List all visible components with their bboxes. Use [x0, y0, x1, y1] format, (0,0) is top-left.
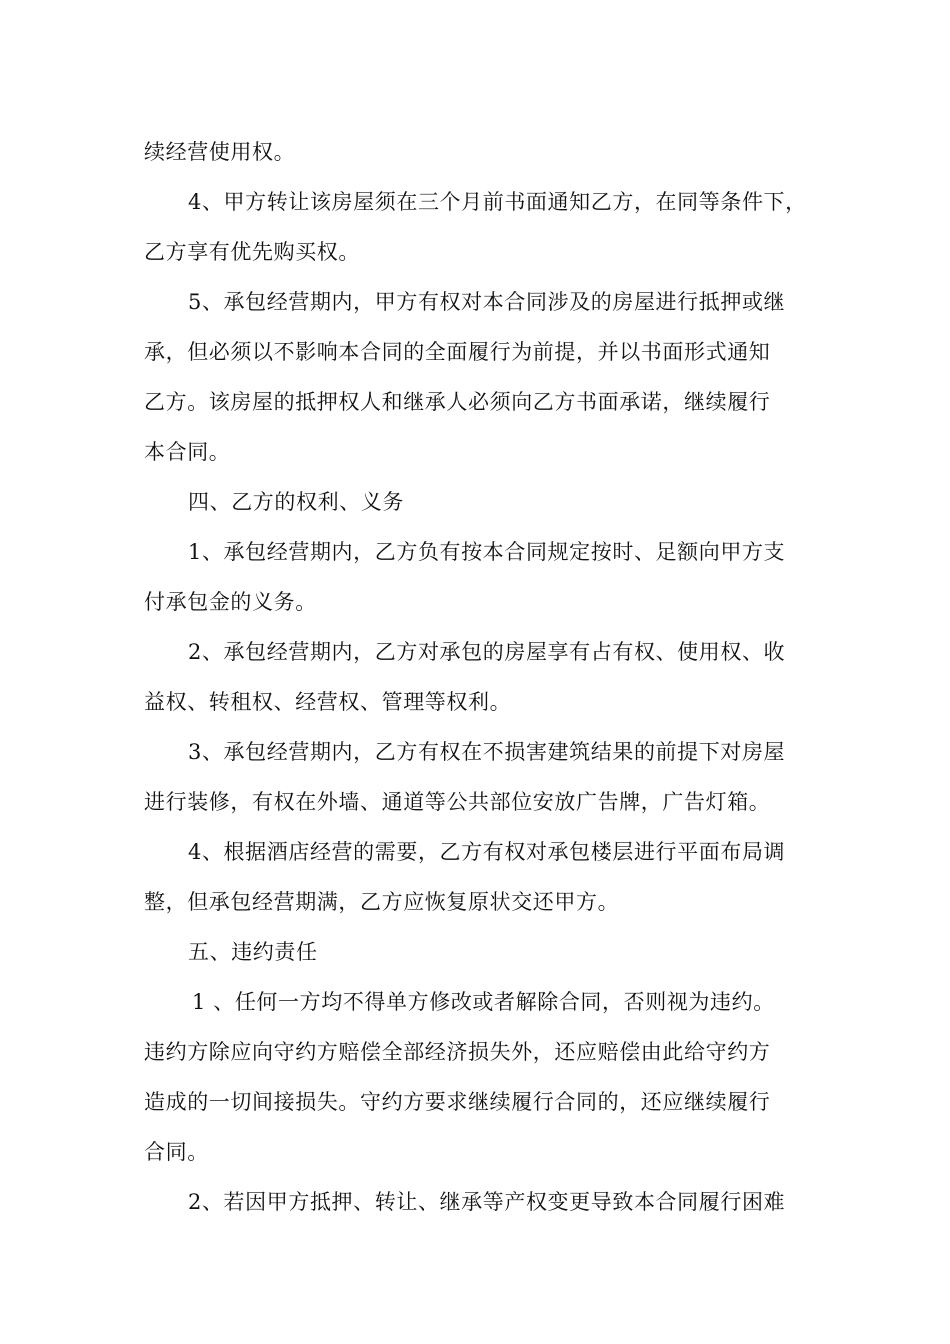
text-line: 整，但承包经营期满，乙方应恢复原状交还甲方。 — [144, 890, 620, 914]
text-line: 1 、任何一方均不得单方修改或者解除合同，否则视为违约。 — [192, 990, 775, 1014]
section-heading: 四、乙方的权利、义务 — [188, 490, 404, 514]
text-line: 4、甲方转让该房屋须在三个月前书面通知乙方，在同等条件下， — [188, 190, 807, 214]
text-line: 5、承包经营期内，甲方有权对本合同涉及的房屋进行抵押或继 — [188, 290, 786, 314]
text-line: 乙方享有优先购买权。 — [144, 240, 360, 264]
text-line: 1、承包经营期内，乙方负有按本合同规定按时、足额向甲方支 — [188, 540, 786, 564]
text-line: 造成的一切间接损失。守约方要求继续履行合同的，还应继续履行 — [144, 1090, 771, 1114]
text-line: 2、承包经营期内，乙方对承包的房屋享有占有权、使用权、收 — [188, 640, 786, 664]
section-heading: 五、违约责任 — [188, 940, 318, 964]
text-line: 续经营使用权。 — [144, 140, 296, 164]
text-line: 本合同。 — [144, 440, 231, 464]
text-line: 违约方除应向守约方赔偿全部经济损失外，还应赔偿由此给守约方 — [144, 1040, 771, 1064]
text-line: 2、若因甲方抵押、转让、继承等产权变更导致本合同履行困难 — [188, 1190, 786, 1214]
text-line: 益权、转租权、经营权、管理等权利。 — [144, 690, 512, 714]
text-line: 进行装修，有权在外墙、通道等公共部位安放广告牌，广告灯箱。 — [144, 790, 771, 814]
text-line: 乙方。该房屋的抵押权人和继承人必须向乙方书面承诺，继续履行 — [144, 390, 771, 414]
text-line: 付承包金的义务。 — [144, 590, 317, 614]
text-line: 合同。 — [144, 1140, 209, 1164]
text-line: 承，但必须以不影响本合同的全面履行为前提，并以书面形式通知 — [144, 340, 771, 364]
text-line: 4、根据酒店经营的需要，乙方有权对承包楼层进行平面布局调 — [188, 840, 786, 864]
text-line: 3、承包经营期内，乙方有权在不损害建筑结果的前提下对房屋 — [188, 740, 786, 764]
